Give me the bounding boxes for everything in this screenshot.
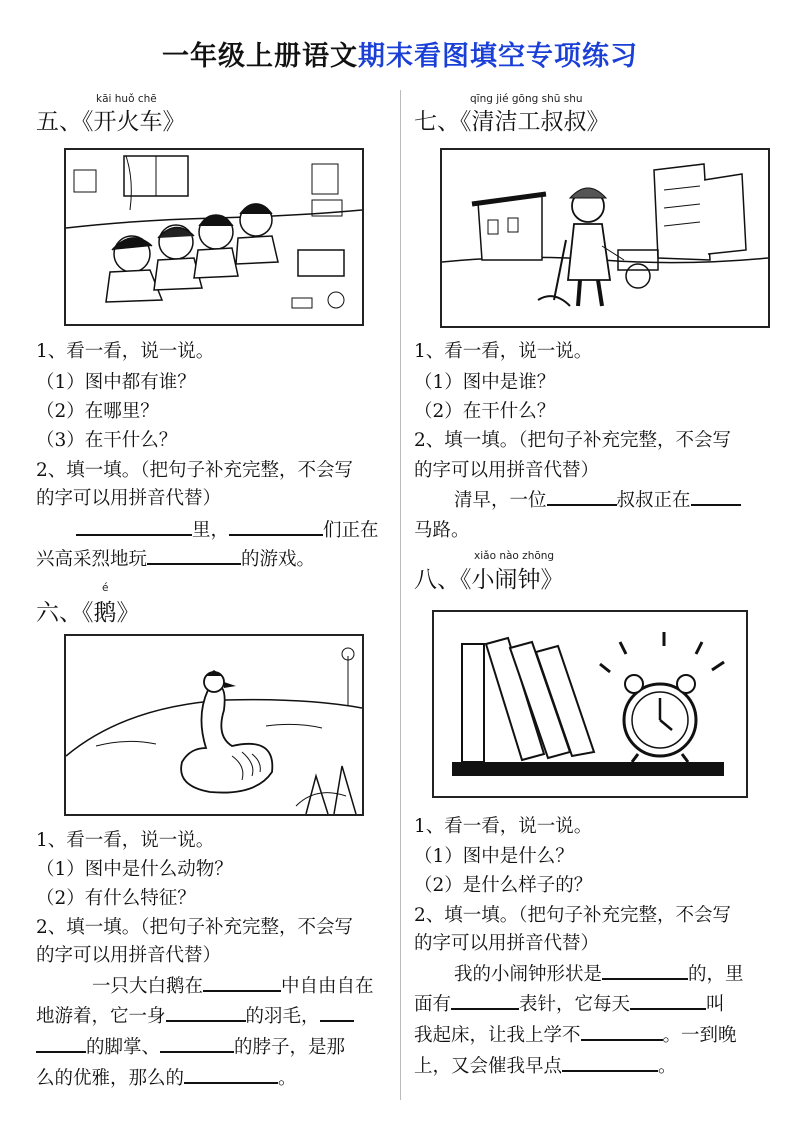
s8-f1: 我的小闹钟形状是 — [454, 964, 603, 985]
s6-q1a: （1）图中是什么动物？ — [36, 859, 233, 880]
s6-f2: 中自由自在 — [281, 976, 374, 997]
s7-q1: 1、看一看，说一说。 — [414, 341, 593, 362]
s6-heading: 六、《鹅》 — [36, 600, 140, 626]
s8-blank3[interactable] — [630, 992, 706, 1010]
s8-f4: 表针，它每天 — [519, 994, 631, 1015]
s6-fill-line3 — [36, 1033, 345, 1059]
s6-blank6[interactable] — [184, 1066, 278, 1084]
s6-q1b: （2）有什么特征？ — [36, 888, 196, 909]
s6-blank5[interactable] — [160, 1035, 234, 1053]
s7-q1b: （2）在干什么？ — [414, 401, 556, 422]
s5-q2b: 的字可以用拼音代替） — [36, 488, 222, 509]
s5-fill-line1 — [36, 516, 379, 542]
s5-f1: 里， — [192, 520, 230, 541]
s8-q1: 1、看一看，说一说。 — [414, 816, 593, 837]
s7-q1a: （1）图中是谁？ — [414, 372, 556, 393]
s8-blank1[interactable] — [602, 962, 688, 980]
s7-q2: 2、填一填。（把句子补充完整，不会写 — [414, 430, 732, 451]
s8-q2: 2、填一填。（把句子补充完整，不会写 — [414, 905, 732, 926]
page-title — [0, 34, 800, 73]
s5-f3: 兴高采烈地玩 — [36, 549, 148, 570]
s5-q1a: （1）图中都有谁？ — [36, 372, 196, 393]
s5-q1b: （2）在哪里？ — [36, 401, 159, 422]
s7-q2b: 的字可以用拼音代替） — [414, 460, 600, 481]
s5-train-game-illustration — [64, 148, 364, 326]
s8-alarm-clock-illustration — [432, 610, 748, 798]
s8-heading: 八、《小闹钟》 — [414, 567, 564, 593]
s8-f6: 我起床，让我上学不 — [414, 1025, 581, 1046]
s6-fill-line4 — [36, 1064, 297, 1090]
s7-blank1[interactable] — [547, 488, 617, 506]
s7-blank2[interactable] — [691, 488, 741, 506]
s6-q2b: 的字可以用拼音代替） — [36, 945, 222, 966]
s6-f4: 的羽毛， — [245, 1006, 320, 1027]
s5-q1c: （3）在干什么？ — [36, 430, 178, 451]
s6-goose-illustration — [64, 634, 364, 816]
s7-f1: 清早，一位 — [454, 490, 547, 511]
s7-fill-line1 — [414, 486, 741, 512]
s6-blank1[interactable] — [203, 974, 281, 992]
s6-blank3[interactable] — [320, 1004, 354, 1022]
title-part1: 一年级上册语文 — [162, 41, 358, 72]
s6-fill-line2 — [36, 1002, 354, 1028]
s6-blank4[interactable] — [36, 1035, 86, 1053]
s8-blank2[interactable] — [451, 992, 519, 1010]
s5-blank1[interactable] — [76, 518, 192, 536]
s7-f2: 叔叔正在 — [616, 490, 691, 511]
s6-q2: 2、填一填。（把句子补充完整，不会写 — [36, 917, 354, 938]
s6-f5: 的脚掌、 — [86, 1037, 161, 1058]
s5-heading: 五、《开火车》 — [36, 109, 186, 135]
s5-q1: 1、看一看，说一说。 — [36, 341, 215, 362]
s5-fill-line2 — [36, 545, 315, 571]
s8-f2: 的，里 — [688, 964, 744, 985]
s8-f9: 。 — [658, 1056, 677, 1077]
s8-q1b: （2）是什么样子的？ — [414, 875, 593, 896]
s6-f6: 的脖子，是那 — [234, 1037, 346, 1058]
s6-f8: 。 — [278, 1068, 297, 1089]
s6-q1: 1、看一看，说一说。 — [36, 830, 215, 851]
s6-f7: 么的优雅，那么的 — [36, 1068, 185, 1089]
s8-pinyin: xiǎo nào zhōng — [474, 550, 555, 562]
s7-f3: 马路。 — [414, 520, 470, 541]
s8-fill-line4 — [414, 1052, 677, 1078]
column-divider — [400, 90, 401, 1100]
s5-f2: 们正在 — [323, 520, 379, 541]
s7-street-cleaner-illustration — [440, 148, 770, 328]
s5-q2: 2、填一填。（把句子补充完整，不会写 — [36, 460, 354, 481]
s8-blank4[interactable] — [581, 1023, 663, 1041]
s6-blank2[interactable] — [166, 1004, 246, 1022]
s8-f7: 。一到晚 — [662, 1025, 737, 1046]
s8-f3: 面有 — [414, 994, 452, 1015]
s6-pinyin: é — [102, 582, 109, 594]
s8-f8: 上，又会催我早点 — [414, 1056, 563, 1077]
s5-blank2[interactable] — [229, 518, 323, 536]
s6-fill-line1 — [36, 972, 374, 998]
s8-fill-line2 — [414, 990, 725, 1016]
s8-q2b: 的字可以用拼音代替） — [414, 933, 600, 954]
s8-q1a: （1）图中是什么？ — [414, 846, 574, 867]
s8-fill-line1 — [414, 960, 744, 986]
s7-heading: 七、《清洁工叔叔》 — [414, 109, 610, 135]
s8-f5: 叫 — [706, 994, 725, 1015]
s8-fill-line3 — [414, 1021, 737, 1047]
title-part2: 期末看图填空专项练习 — [358, 41, 638, 72]
s5-pinyin: kāi huǒ chē — [96, 93, 157, 105]
s6-f1: 一只大白鹅在 — [92, 976, 204, 997]
s8-blank5[interactable] — [562, 1054, 658, 1072]
s6-f3: 地游着，它一身 — [36, 1006, 166, 1027]
s7-pinyin: qīng jié gōng shū shu — [470, 93, 583, 105]
s5-f4: 的游戏。 — [241, 549, 316, 570]
s5-blank3[interactable] — [147, 547, 241, 565]
